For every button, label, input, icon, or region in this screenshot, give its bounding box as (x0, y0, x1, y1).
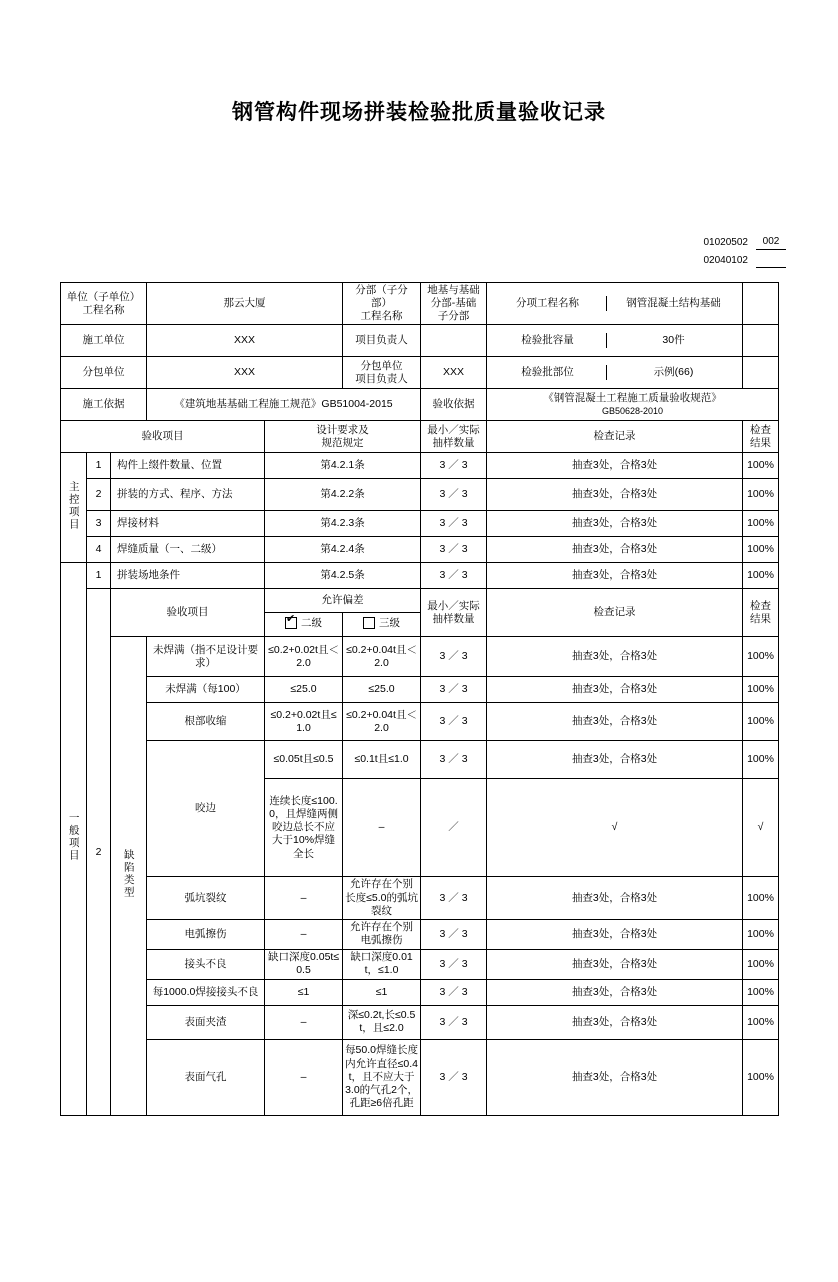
defect-item: 接头不良 (147, 949, 265, 979)
defect-record: 抽查3处，合格3处 (487, 877, 743, 919)
form-code-top: 01020502 (703, 237, 748, 248)
grade2-label: 二级 (301, 616, 323, 629)
row-result: 100% (743, 511, 779, 537)
row-spec: 第4.2.1条 (265, 453, 421, 479)
defect-result: 100% (743, 677, 779, 703)
col-header-spec: 设计要求及 规范规定 (265, 421, 421, 453)
col-header-item: 验收项目 (61, 421, 265, 453)
defect-sample: 3 ／ 3 (421, 741, 487, 779)
defect-grade3: ≤1 (343, 979, 421, 1005)
row-sample: 3 ／ 3 (421, 563, 487, 589)
defect-sample: 3 ／ 3 (421, 703, 487, 741)
defect-grade3: ≤0.2+0.04t且＜2.0 (343, 703, 421, 741)
group-main-control: 主控项目 (61, 453, 87, 563)
row-record: 抽查3处，合格3处 (487, 563, 743, 589)
row-record: 抽查3处，合格3处 (487, 511, 743, 537)
defect-grade2: – (265, 877, 343, 919)
defect-grade3: ≤0.2+0.04t且＜2.0 (343, 637, 421, 677)
row-item: 焊缝质量（一、二级） (111, 537, 265, 563)
form-code-block (704, 234, 787, 268)
value-subcontract-unit: XXX (147, 357, 343, 389)
value-subcontract-leader: XXX (421, 357, 487, 389)
row-no: 3 (87, 511, 111, 537)
defect-grade2: ≤0.2+0.02t且≤1.0 (265, 703, 343, 741)
col-header-tolerance: 允许偏差 (265, 589, 421, 613)
defect-grade2: ≤0.2+0.02t且＜2.0 (265, 637, 343, 677)
defect-record: 抽查3处，合格3处 (487, 919, 743, 949)
row-record: 抽查3处，合格3处 (487, 479, 743, 511)
label-unit-project: 单位（子单位） 工程名称 (61, 283, 147, 325)
col-header-record-2: 检查记录 (487, 589, 743, 637)
defect-grade3: 每50.0焊缝长度内允许直径≤0.4t，且不应大于3.0的气孔2个，孔距≥6倍孔距 (343, 1039, 421, 1115)
defect-record: 抽查3处，合格3处 (487, 703, 743, 741)
form-code-bottom: 02040102 (703, 255, 748, 266)
row-result: 100% (743, 563, 779, 589)
page-title: 钢管构件现场拼装检验批质量验收记录 (232, 101, 606, 124)
row-sample: 3 ／ 3 (421, 453, 487, 479)
row-no-general-2: 2 (87, 589, 111, 1115)
row-item: 拼装的方式、程序、方法 (111, 479, 265, 511)
defect-record: 抽查3处，合格3处 (487, 677, 743, 703)
label-batch-capacity: 检验批容量 (521, 334, 574, 347)
row-result: 100% (743, 479, 779, 511)
col-header-item-2: 验收项目 (111, 589, 265, 637)
defect-grade3: 深≤0.2t,长≤0.5t，且≤2.0 (343, 1005, 421, 1039)
label-batch-location: 检验批部位 (521, 366, 574, 379)
col-header-result: 检查 结果 (743, 421, 779, 453)
defect-grade2: 连续长度≤100.0，且焊缝两侧咬边总长不应大于10%焊缝全长 (265, 779, 343, 877)
defect-grade2: ≤25.0 (265, 677, 343, 703)
grade3-checkbox[interactable] (363, 617, 375, 629)
grade3-label: 三级 (379, 616, 401, 629)
label-division: 分部（子分部） 工程名称 (343, 283, 421, 325)
defect-item: 根部收缩 (147, 703, 265, 741)
row-record: 抽查3处，合格3处 (487, 537, 743, 563)
defect-sample: 3 ／ 3 (421, 677, 487, 703)
defect-grade2: 缺口深度0.05t≤0.5 (265, 949, 343, 979)
defect-result: 100% (743, 1005, 779, 1039)
row-sample: 3 ／ 3 (421, 537, 487, 563)
batch-location-pair (487, 357, 743, 389)
col-header-record: 检查记录 (487, 421, 743, 453)
defect-result: 100% (743, 877, 779, 919)
defect-result: 100% (743, 1039, 779, 1115)
defect-grade3: ≤25.0 (343, 677, 421, 703)
value-division: 地基与基础分部-基础 子分部 (421, 283, 487, 325)
defect-grade2: – (265, 1039, 343, 1115)
defect-grade3: 允许存在个别电弧擦伤 (343, 919, 421, 949)
row-no: 4 (87, 537, 111, 563)
group-general-items: 一般项目 (61, 563, 87, 1115)
row-spec: 第4.2.2条 (265, 479, 421, 511)
defect-record: 抽查3处，合格3处 (487, 1005, 743, 1039)
row-sample: 3 ／ 3 (421, 479, 487, 511)
row-result: 100% (743, 453, 779, 479)
defect-item: 表面气孔 (147, 1039, 265, 1115)
defect-sample: 3 ／ 3 (421, 877, 487, 919)
defect-item: 弧坑裂纹 (147, 877, 265, 919)
label-project-leader: 项目负责人 (343, 325, 421, 357)
defect-result: 100% (743, 741, 779, 779)
value-unit-project: 那云大厦 (147, 283, 343, 325)
value-sub-item: 钢管混凝土结构基础 (606, 296, 740, 311)
defect-result: 100% (743, 949, 779, 979)
defect-record: 抽查3处，合格3处 (487, 741, 743, 779)
defect-record: 抽查3处，合格3处 (487, 949, 743, 979)
value-project-leader (421, 325, 487, 357)
defect-sample: 3 ／ 3 (421, 1005, 487, 1039)
defect-sample: 3 ／ 3 (421, 1039, 487, 1115)
defect-result: 100% (743, 979, 779, 1005)
label-basis: 施工依据 (61, 389, 147, 421)
document-page (0, 96, 838, 1282)
defect-grade3: 缺口深度0.01t，≤1.0 (343, 949, 421, 979)
label-acceptance-basis: 验收依据 (421, 389, 487, 421)
value-batch-location: 示例(66) (606, 365, 740, 380)
value-construction-unit: XXX (147, 325, 343, 357)
grade3-checkbox-cell[interactable] (343, 613, 421, 637)
spacer-cell-1 (743, 283, 779, 325)
value-batch-capacity: 30件 (606, 333, 740, 348)
defect-result: 100% (743, 919, 779, 949)
defect-item: 未焊满（指不足设计要求） (147, 637, 265, 677)
defect-grade3: 允许存在个别长度≤5.0的弧坑裂纹 (343, 877, 421, 919)
row-spec: 第4.2.4条 (265, 537, 421, 563)
defect-sample: ／ (421, 779, 487, 877)
defect-item: 电弧擦伤 (147, 919, 265, 949)
acceptance-record-table (60, 282, 779, 1116)
label-subcontract-unit: 分包单位 (61, 357, 147, 389)
row-no: 2 (87, 479, 111, 511)
group-defect-type: 缺陷类型 (111, 637, 147, 1115)
defect-grade2: ≤1 (265, 979, 343, 1005)
defect-grade2: – (265, 1005, 343, 1039)
value-acceptance-basis: 《钢管混凝土工程施工质量验收规范》 GB50628-2010 (487, 389, 779, 421)
form-code-bottom-suffix (756, 267, 786, 268)
value-basis: 《建筑地基基础工程施工规范》GB51004-2015 (147, 389, 421, 421)
row-spec: 第4.2.3条 (265, 511, 421, 537)
row-no: 1 (87, 453, 111, 479)
col-header-result-2: 检查 结果 (743, 589, 779, 637)
defect-item: 未焊满（每100） (147, 677, 265, 703)
defect-sample: 3 ／ 3 (421, 949, 487, 979)
batch-capacity-pair (487, 325, 743, 357)
defect-record: √ (487, 779, 743, 877)
row-item: 构件上缀件数量、位置 (111, 453, 265, 479)
defect-sample: 3 ／ 3 (421, 637, 487, 677)
defect-result: √ (743, 779, 779, 877)
row-result: 100% (743, 537, 779, 563)
defect-sample: 3 ／ 3 (421, 919, 487, 949)
spacer-cell-3 (743, 357, 779, 389)
row-item: 焊接材料 (111, 511, 265, 537)
row-record: 抽查3处，合格3处 (487, 453, 743, 479)
row-spec: 第4.2.5条 (265, 563, 421, 589)
row-item: 拼装场地条件 (111, 563, 265, 589)
grade2-checkbox-cell[interactable] (265, 613, 343, 637)
defect-result: 100% (743, 637, 779, 677)
label-construction-unit: 施工单位 (61, 325, 147, 357)
defect-record: 抽查3处，合格3处 (487, 979, 743, 1005)
defect-item: 咬边 (147, 741, 265, 877)
label-subcontract-leader: 分包单位 项目负责人 (343, 357, 421, 389)
col-header-sample: 最小／实际 抽样数量 (421, 421, 487, 453)
defect-grade2: – (265, 919, 343, 949)
defect-record: 抽查3处，合格3处 (487, 637, 743, 677)
row-sample: 3 ／ 3 (421, 511, 487, 537)
defect-sample: 3 ／ 3 (421, 979, 487, 1005)
defect-grade3: – (343, 779, 421, 877)
col-header-sample-2: 最小／实际 抽样数量 (421, 589, 487, 637)
row-no: 1 (87, 563, 111, 589)
defect-item: 每1000.0焊接接头不良 (147, 979, 265, 1005)
defect-record: 抽查3处，合格3处 (487, 1039, 743, 1115)
defect-grade3: ≤0.1t且≤1.0 (343, 741, 421, 779)
form-code-top-suffix: 002 (756, 234, 786, 250)
defect-item: 表面夹渣 (147, 1005, 265, 1039)
defect-result: 100% (743, 703, 779, 741)
spacer-cell-2 (743, 325, 779, 357)
grade2-checkbox[interactable] (285, 617, 297, 629)
defect-grade2: ≤0.05t且≤0.5 (265, 741, 343, 779)
label-sub-item: 分项工程名称 钢管混凝土结构基础 (487, 283, 743, 325)
